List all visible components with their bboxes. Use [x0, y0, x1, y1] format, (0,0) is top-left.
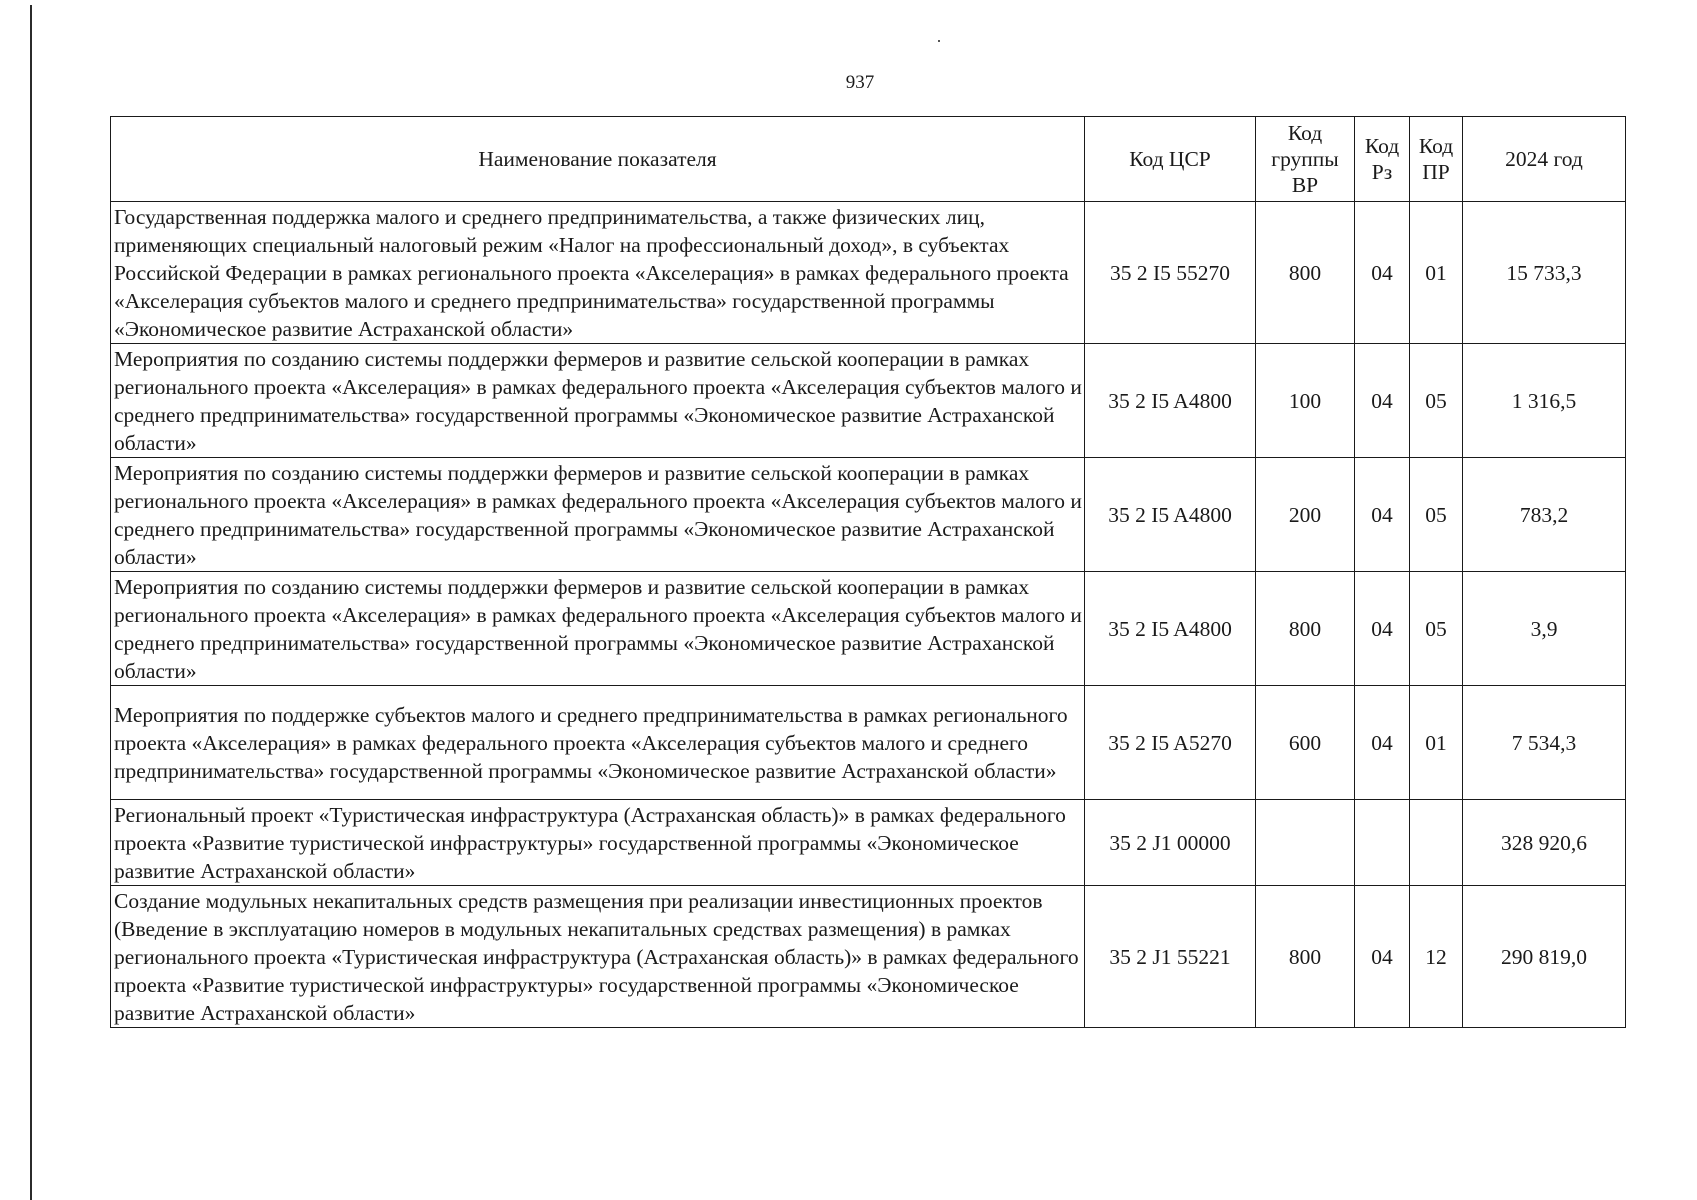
row-vr-code: 100	[1256, 344, 1355, 458]
row-amount: 783,2	[1463, 458, 1626, 572]
row-amount: 290 819,0	[1463, 886, 1626, 1028]
row-pr-code: 05	[1410, 572, 1463, 686]
row-rz-code	[1355, 800, 1410, 886]
binding-margin-line	[30, 5, 32, 1200]
row-csr-code: 35 2 I5 A4800	[1085, 458, 1256, 572]
budget-table	[110, 116, 1626, 1028]
row-csr-code: 35 2 J1 00000	[1085, 800, 1256, 886]
row-rz-code: 04	[1355, 686, 1410, 800]
table-row	[111, 202, 1626, 344]
row-pr-code: 01	[1410, 686, 1463, 800]
row-pr-code: 12	[1410, 886, 1463, 1028]
row-amount: 1 316,5	[1463, 344, 1626, 458]
row-rz-code: 04	[1355, 458, 1410, 572]
table-row	[111, 886, 1626, 1028]
page-number: 937	[845, 72, 875, 93]
row-amount: 328 920,6	[1463, 800, 1626, 886]
table-row	[111, 572, 1626, 686]
scan-speck	[938, 40, 940, 42]
row-csr-code: 35 2 I5 A4800	[1085, 344, 1256, 458]
row-amount: 7 534,3	[1463, 686, 1626, 800]
row-rz-code: 04	[1355, 344, 1410, 458]
table-body	[111, 202, 1626, 1028]
row-vr-code: 200	[1256, 458, 1355, 572]
row-indicator-name: Государственная поддержка малого и среднего предпринимательства, а также физических лиц, применяющих специальный налоговый режим «Налог на профессиональный доход», в субъектах Российской Федерации в рамках регионального проекта «Акселерация» в рамках федерального проекта «Акселерация субъектов малого и среднего предпринимательства» государственной программы «Экономическое развитие Астраханской области»	[111, 202, 1085, 344]
row-amount: 15 733,3	[1463, 202, 1626, 344]
table-row	[111, 344, 1626, 458]
header-year-2024: 2024 год	[1463, 117, 1626, 202]
row-rz-code: 04	[1355, 572, 1410, 686]
row-vr-code: 800	[1256, 202, 1355, 344]
row-indicator-name: Создание модульных некапитальных средств размещения при реализации инвестиционных проектов (Введение в эксплуатацию номеров в модульных некапитальных средствах размещения) в рамках регионального проекта «Туристическая инфраструктура (Астраханская область)» в рамках федерального проекта «Развитие туристической инфраструктуры» государственной программы «Экономическое развитие Астраханской области»	[111, 886, 1085, 1028]
header-pr-code: Код ПР	[1410, 117, 1463, 202]
row-rz-code: 04	[1355, 886, 1410, 1028]
header-csr-code: Код ЦСР	[1085, 117, 1256, 202]
row-pr-code: 01	[1410, 202, 1463, 344]
header-rz-code: Код Рз	[1355, 117, 1410, 202]
row-csr-code: 35 2 J1 55221	[1085, 886, 1256, 1028]
header-row	[111, 117, 1626, 202]
table-row	[111, 458, 1626, 572]
header-vr-group-code: Код группы ВР	[1256, 117, 1355, 202]
table-row	[111, 686, 1626, 800]
row-amount: 3,9	[1463, 572, 1626, 686]
header-indicator-name: Наименование показателя	[111, 117, 1085, 202]
row-indicator-name: Мероприятия по созданию системы поддержки фермеров и развитие сельской кооперации в рамках регионального проекта «Акселерация» в рамках федерального проекта «Акселерация субъектов малого и среднего предпринимательства» государственной программы «Экономическое развитие Астраханской области»	[111, 458, 1085, 572]
row-pr-code: 05	[1410, 344, 1463, 458]
row-rz-code: 04	[1355, 202, 1410, 344]
row-indicator-name: Региональный проект «Туристическая инфраструктура (Астраханская область)» в рамках федерального проекта «Развитие туристической инфраструктуры» государственной программы «Экономическое развитие Астраханской области»	[111, 800, 1085, 886]
row-csr-code: 35 2 I5 55270	[1085, 202, 1256, 344]
row-csr-code: 35 2 I5 A4800	[1085, 572, 1256, 686]
row-indicator-name: Мероприятия по созданию системы поддержки фермеров и развитие сельской кооперации в рамках регионального проекта «Акселерация» в рамках федерального проекта «Акселерация субъектов малого и среднего предпринимательства» государственной программы «Экономическое развитие Астраханской области»	[111, 344, 1085, 458]
row-indicator-name: Мероприятия по поддержке субъектов малого и среднего предпринимательства в рамках регионального проекта «Акселерация» в рамках федерального проекта «Акселерация субъектов малого и среднего предпринимательства» государственной программы «Экономическое развитие Астраханской области»	[111, 686, 1085, 800]
row-vr-code: 600	[1256, 686, 1355, 800]
row-vr-code: 800	[1256, 886, 1355, 1028]
row-vr-code	[1256, 800, 1355, 886]
row-vr-code: 800	[1256, 572, 1355, 686]
row-indicator-name: Мероприятия по созданию системы поддержки фермеров и развитие сельской кооперации в рамках регионального проекта «Акселерация» в рамках федерального проекта «Акселерация субъектов малого и среднего предпринимательства» государственной программы «Экономическое развитие Астраханской области»	[111, 572, 1085, 686]
table-row	[111, 800, 1626, 886]
row-csr-code: 35 2 I5 A5270	[1085, 686, 1256, 800]
table-header	[111, 117, 1626, 202]
row-pr-code	[1410, 800, 1463, 886]
row-pr-code: 05	[1410, 458, 1463, 572]
